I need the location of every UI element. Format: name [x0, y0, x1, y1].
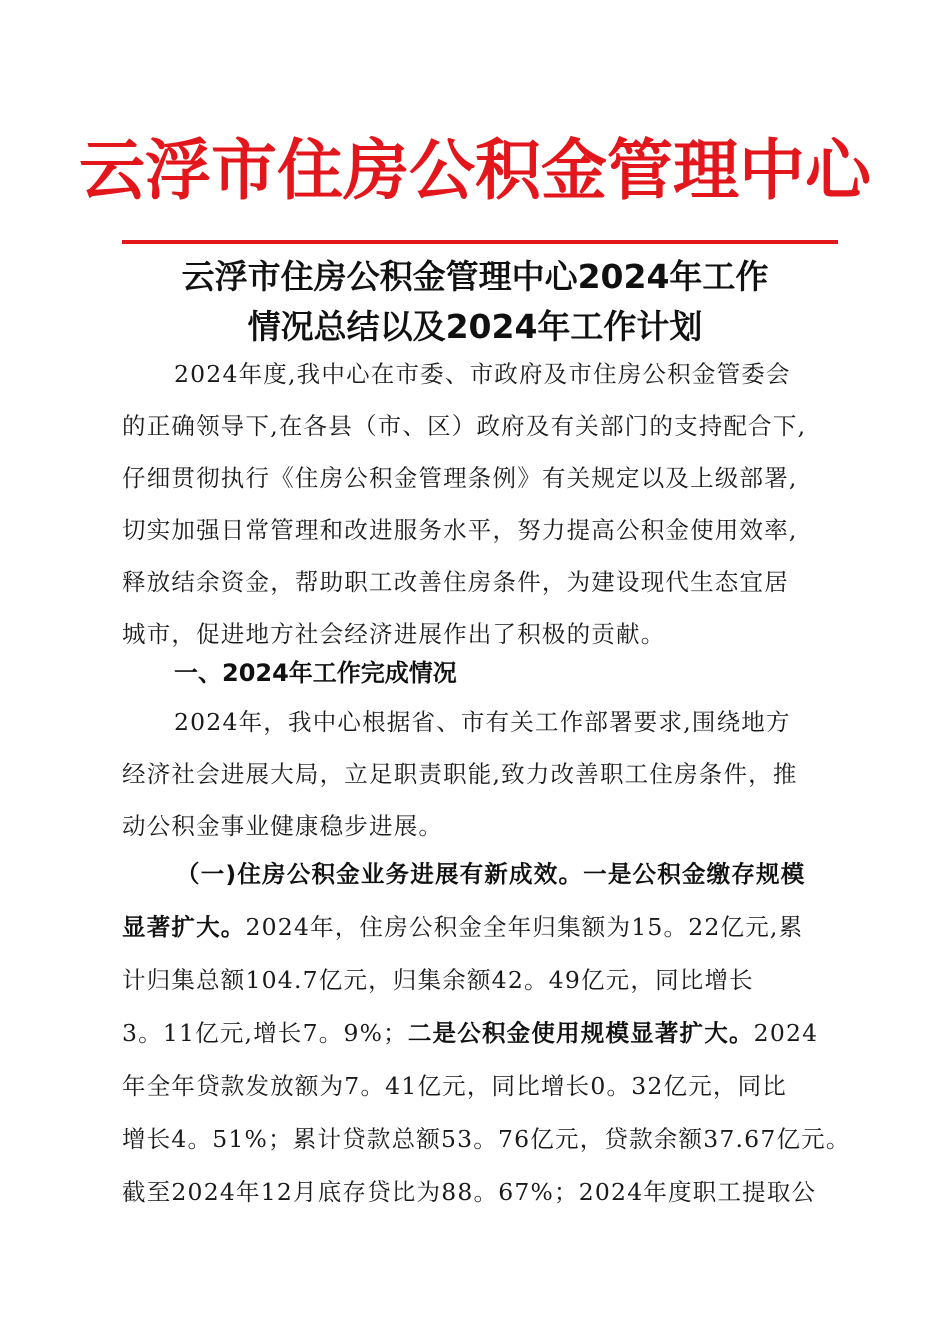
intro-line: 2024年度,我中心在市委、市政府及市住房公积金管委会	[174, 360, 791, 388]
body-text: 3。11亿元,增长7。9%；	[122, 1019, 408, 1047]
title-line-1: 云浮市住房公积金管理中心2024年工作	[181, 257, 769, 296]
title-line-2: 情况总结以及2024年工作计划	[247, 307, 703, 346]
section-heading: 一、2024年工作完成情况	[174, 659, 457, 687]
section1-line: 2024年，我中心根据省、市有关工作部署要求,围绕地方	[174, 708, 791, 736]
section1-paragraph	[122, 696, 842, 852]
red-divider	[122, 240, 838, 244]
subsection1-paragraph	[122, 848, 851, 1219]
bold-phrase: 显著扩大。	[122, 913, 246, 941]
subsection1-line: 计归集总额104.7亿元，归集余额42。49亿元，同比增长	[122, 966, 754, 994]
section1-line: 经济社会进展大局，立足职责职能,致力改善职工住房条件，推	[122, 760, 798, 788]
subsection1-line: 增长4。51%；累计贷款总额53。76亿元，贷款余额37.67亿元。	[122, 1125, 851, 1153]
body-text: 2024	[753, 1019, 819, 1047]
body-text: 2024年，住房公积金全年归集额为15。22亿元,累	[245, 913, 804, 941]
subsection1-line	[122, 901, 842, 954]
subsection1-line: 截至2024年12月底存贷比为88。67%；2024年度职工提取公	[122, 1178, 817, 1206]
document-title	[100, 252, 850, 352]
intro-line: 释放结余资金，帮助职工改善住房条件，为建设现代生态宜居	[122, 568, 789, 596]
intro-line: 城市，促进地方社会经济进展作出了积极的贡献。	[122, 620, 666, 648]
subsection-heading: （一)住房公积金业务进展有新成效。一是公积金缴存规模	[176, 860, 806, 888]
subsection1-line	[122, 1007, 842, 1060]
intro-line: 仔细贯彻执行《住房公积金管理条例》有关规定以及上级部署,	[122, 464, 798, 492]
bold-phrase: 二是公积金使用规模显著扩大。	[407, 1019, 754, 1047]
section1-line: 动公积金事业健康稳步进展。	[122, 812, 444, 840]
intro-line: 的正确领导下,在各县（市、区）政府及有关部门的支持配合下,	[122, 412, 807, 440]
intro-line: 切实加强日常管理和改进服务水平，努力提高公积金使用效率,	[122, 516, 798, 544]
intro-paragraph	[122, 348, 842, 660]
org-masthead: 云浮市住房公积金管理中心	[79, 131, 871, 209]
subsection1-line	[122, 848, 842, 901]
subsection1-line: 年全年贷款发放额为7。41亿元，同比增长0。32亿元，同比	[122, 1072, 788, 1100]
